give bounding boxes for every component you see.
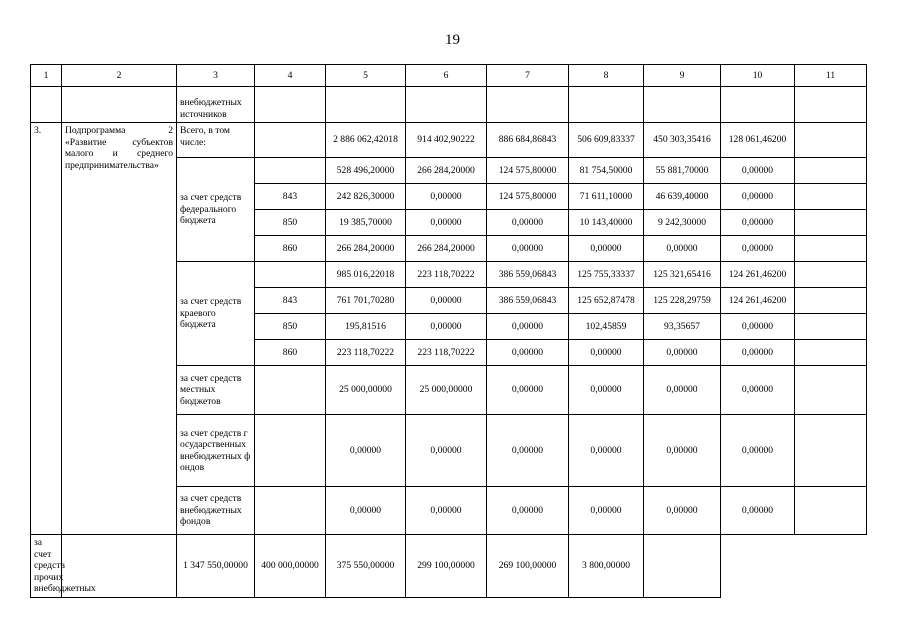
value-cell: 46 639,40000 [644, 184, 721, 210]
value-cell: 125 321,65416 [644, 262, 721, 288]
value-cell: 223 118,70222 [406, 340, 487, 366]
row-number: 3. [31, 123, 62, 535]
value-cell: 0,00000 [406, 487, 487, 535]
value-cell: 506 609,83337 [569, 123, 644, 158]
value-cell: 0,00000 [644, 236, 721, 262]
value-cell: 0,00000 [721, 366, 795, 415]
code-cell: 860 [255, 236, 326, 262]
value-cell: 0,00000 [487, 340, 569, 366]
header-cell: 7 [487, 65, 569, 87]
value-cell: 386 559,06843 [487, 288, 569, 314]
value-cell: 125 652,87478 [569, 288, 644, 314]
header-cell: 2 [62, 65, 177, 87]
header-row [31, 65, 867, 87]
budget-table [30, 64, 867, 598]
value-cell: 269 100,00000 [487, 535, 569, 598]
value-cell: 914 402,90222 [406, 123, 487, 158]
value-cell: 0,00000 [406, 415, 487, 487]
value-cell: 0,00000 [644, 340, 721, 366]
value-cell: 124 261,46200 [721, 262, 795, 288]
value-cell: 0,00000 [487, 314, 569, 340]
source-label: за счет средств внебюджетных фондов [177, 487, 255, 535]
source-label: за счет средств местных бюджетов [177, 366, 255, 415]
value-cell: 2 886 062,42018 [326, 123, 406, 158]
value-cell: 0,00000 [569, 366, 644, 415]
value-cell: 102,45859 [569, 314, 644, 340]
code-cell: 860 [255, 340, 326, 366]
value-cell: 400 000,00000 [255, 535, 326, 598]
value-cell: 0,00000 [569, 340, 644, 366]
page-number: 19 [445, 32, 460, 48]
value-cell: 0,00000 [406, 314, 487, 340]
value-cell: 0,00000 [721, 210, 795, 236]
value-cell: 125 755,33337 [569, 262, 644, 288]
value-cell: 242 826,30000 [326, 184, 406, 210]
value-cell: 0,00000 [721, 340, 795, 366]
value-cell: 195,81516 [326, 314, 406, 340]
value-cell: 19 385,70000 [326, 210, 406, 236]
value-cell: 0,00000 [644, 415, 721, 487]
value-cell: 375 550,00000 [326, 535, 406, 598]
code-cell: 850 [255, 210, 326, 236]
value-cell: 0,00000 [406, 210, 487, 236]
value-cell: 0,00000 [406, 288, 487, 314]
value-cell: 0,00000 [326, 487, 406, 535]
source-label: внебюджетных источников [177, 87, 255, 123]
value-cell: 9 242,30000 [644, 210, 721, 236]
value-cell: 0,00000 [406, 184, 487, 210]
header-cell: 1 [31, 65, 62, 87]
value-cell: 0,00000 [721, 236, 795, 262]
value-cell: 71 611,10000 [569, 184, 644, 210]
value-cell: 886 684,86843 [487, 123, 569, 158]
value-cell: 0,00000 [644, 487, 721, 535]
value-cell: 450 303,35416 [644, 123, 721, 158]
value-cell: 0,00000 [721, 487, 795, 535]
code-cell: 843 [255, 288, 326, 314]
value-cell: 266 284,20000 [406, 158, 487, 184]
value-cell: 266 284,20000 [406, 236, 487, 262]
value-cell: 0,00000 [487, 210, 569, 236]
source-label: за счет средств прочих внебюджетных [31, 535, 62, 598]
value-cell: 0,00000 [487, 487, 569, 535]
value-cell: 0,00000 [721, 314, 795, 340]
value-cell: 223 118,70222 [326, 340, 406, 366]
value-cell: 266 284,20000 [326, 236, 406, 262]
value-cell: 81 754,50000 [569, 158, 644, 184]
header-cell: 9 [644, 65, 721, 87]
value-cell: 0,00000 [644, 366, 721, 415]
code-cell: 850 [255, 314, 326, 340]
value-cell: 128 061,46200 [721, 123, 795, 158]
value-cell: 124 575,80000 [487, 158, 569, 184]
source-label: Всего, в том числе: [177, 123, 255, 158]
value-cell: 125 228,29759 [644, 288, 721, 314]
value-cell: 299 100,00000 [406, 535, 487, 598]
table-row [31, 87, 867, 123]
value-cell: 0,00000 [569, 487, 644, 535]
value-cell: 124 575,80000 [487, 184, 569, 210]
value-cell: 386 559,06843 [487, 262, 569, 288]
value-cell: 0,00000 [569, 415, 644, 487]
header-cell: 6 [406, 65, 487, 87]
value-cell: 1 347 550,00000 [177, 535, 255, 598]
value-cell: 0,00000 [569, 236, 644, 262]
header-cell: 4 [255, 65, 326, 87]
value-cell: 985 016,22018 [326, 262, 406, 288]
value-cell: 0,00000 [487, 415, 569, 487]
source-label: за счет средств краевого бюджета [177, 262, 255, 366]
value-cell: 0,00000 [487, 366, 569, 415]
table-row [31, 123, 867, 158]
value-cell: 0,00000 [326, 415, 406, 487]
header-cell: 10 [721, 65, 795, 87]
value-cell: 3 800,00000 [569, 535, 644, 598]
value-cell: 93,35657 [644, 314, 721, 340]
source-label: за счет средств государственных внебюджетных фондов [177, 415, 255, 487]
value-cell: 55 881,70000 [644, 158, 721, 184]
value-cell: 10 143,40000 [569, 210, 644, 236]
header-cell: 8 [569, 65, 644, 87]
value-cell: 25 000,00000 [406, 366, 487, 415]
value-cell: 0,00000 [487, 236, 569, 262]
header-cell: 3 [177, 65, 255, 87]
value-cell: 0,00000 [721, 158, 795, 184]
value-cell: 761 701,70280 [326, 288, 406, 314]
value-cell: 528 496,20000 [326, 158, 406, 184]
code-cell: 843 [255, 184, 326, 210]
subprogram-name: Подпрограмма 2 «Развитие субъектов малого и среднего предпринимательства» [62, 123, 177, 535]
value-cell: 124 261,46200 [721, 288, 795, 314]
value-cell: 25 000,00000 [326, 366, 406, 415]
table-row [31, 535, 867, 598]
value-cell: 0,00000 [721, 184, 795, 210]
header-cell: 5 [326, 65, 406, 87]
value-cell: 0,00000 [721, 415, 795, 487]
source-label: за счет средств федерального бюджета [177, 158, 255, 262]
value-cell: 223 118,70222 [406, 262, 487, 288]
header-cell: 11 [795, 65, 867, 87]
